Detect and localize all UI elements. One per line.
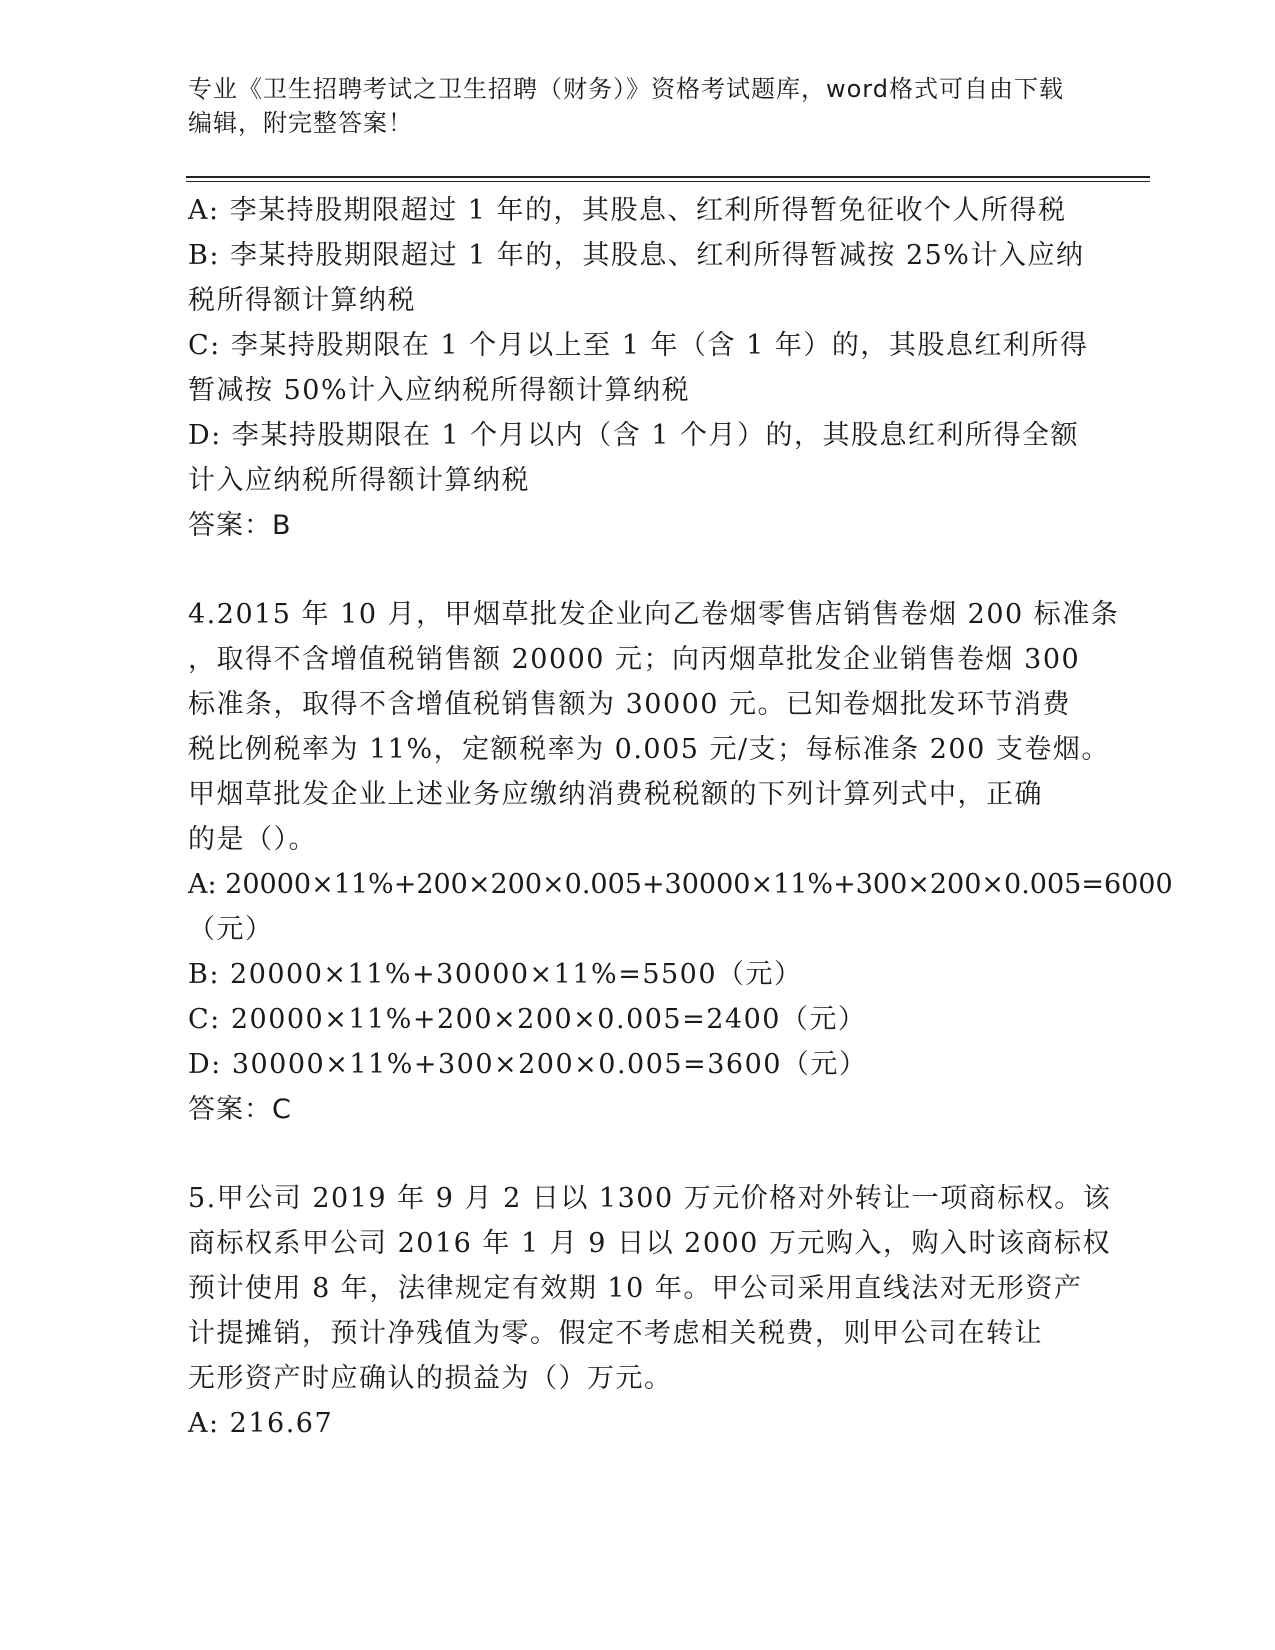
q4-option-a-cont: （元） (188, 914, 274, 945)
q4-option-c: C: 20000×11%+200×200×0.005=2400（元） (188, 1004, 867, 1035)
header-divider-thick (186, 176, 1150, 178)
q4-stem-line: 的是（）。 (188, 824, 317, 855)
question-3 (188, 188, 1089, 548)
q5-option-a: A: 216.67 (188, 1408, 334, 1439)
q4-stem-line: 标准条，取得不含增值税销售额为 30000 元。已知卷烟批发环节消费 (188, 689, 1072, 720)
header-divider-thin (186, 181, 1150, 182)
q3-option-b: B: 李某持股期限超过 1 年的，其股息、红利所得暂减按 25%计入应纳 (188, 240, 1085, 271)
q5-stem-line: 预计使用 8 年，法律规定有效期 10 年。甲公司采用直线法对无形资产 (188, 1273, 1083, 1304)
q5-stem-line: 计提摊销，预计净残值为零。假定不考虑相关税费，则甲公司在转让 (188, 1318, 1043, 1349)
q3-option-a: A: 李某持股期限超过 1 年的，其股息、红利所得暂免征收个人所得税 (188, 195, 1067, 226)
q3-option-c-cont: 暂减按 50%计入应纳税所得额计算纳税 (188, 375, 691, 406)
q4-option-a: A: 20000×11%+200×200×0.005+30000×11%+300×200×0.005=6000 (188, 869, 1173, 900)
q4-stem-line: 4.2015 年 10 月，甲烟草批发企业向乙卷烟零售店销售卷烟 200 标准条 (188, 599, 1120, 630)
question-content (188, 188, 1173, 1446)
q3-answer: 答案：B (188, 510, 292, 541)
q3-option-b-cont: 税所得额计算纳税 (188, 285, 416, 316)
question-4 (188, 592, 1173, 1132)
header-line-2: 编辑，附完整答案！ (188, 109, 413, 137)
document-header (188, 72, 1068, 140)
q4-stem-line: ，取得不含增值税销售额 20000 元；向丙烟草批发企业销售卷烟 300 (188, 644, 1081, 675)
question-spacer (188, 548, 1068, 592)
q3-option-c: C: 李某持股期限在 1 个月以上至 1 年（含 1 年）的，其股息红利所得 (188, 330, 1089, 361)
q3-option-d-cont: 计入应纳税所得额计算纳税 (188, 465, 530, 496)
question-spacer (188, 1132, 1068, 1176)
header-line-1: 专业《卫生招聘考试之卫生招聘（财务）》资格考试题库，word格式可自由下载 (188, 75, 1064, 103)
q4-answer: 答案：C (188, 1094, 292, 1125)
q4-option-d: D: 30000×11%+300×200×0.005=3600（元） (188, 1049, 868, 1080)
q3-option-d: D: 李某持股期限在 1 个月以内（含 1 个月）的，其股息红利所得全额 (188, 420, 1080, 451)
q4-stem-line: 甲烟草批发企业上述业务应缴纳消费税税额的下列计算列式中，正确 (188, 779, 1043, 810)
question-5 (188, 1176, 1112, 1446)
q5-stem-line: 商标权系甲公司 2016 年 1 月 9 日以 2000 万元购入，购入时该商标权 (188, 1228, 1111, 1259)
q5-stem-line: 无形资产时应确认的损益为（）万元。 (188, 1363, 673, 1394)
q4-stem-line: 税比例税率为 11%，定额税率为 0.005 元/支；每标准条 200 支卷烟。 (188, 734, 1110, 765)
q4-option-b: B: 20000×11%+30000×11%=5500（元） (188, 959, 803, 990)
q5-stem-line: 5.甲公司 2019 年 9 月 2 日以 1300 万元价格对外转让一项商标权。该 (188, 1183, 1112, 1214)
